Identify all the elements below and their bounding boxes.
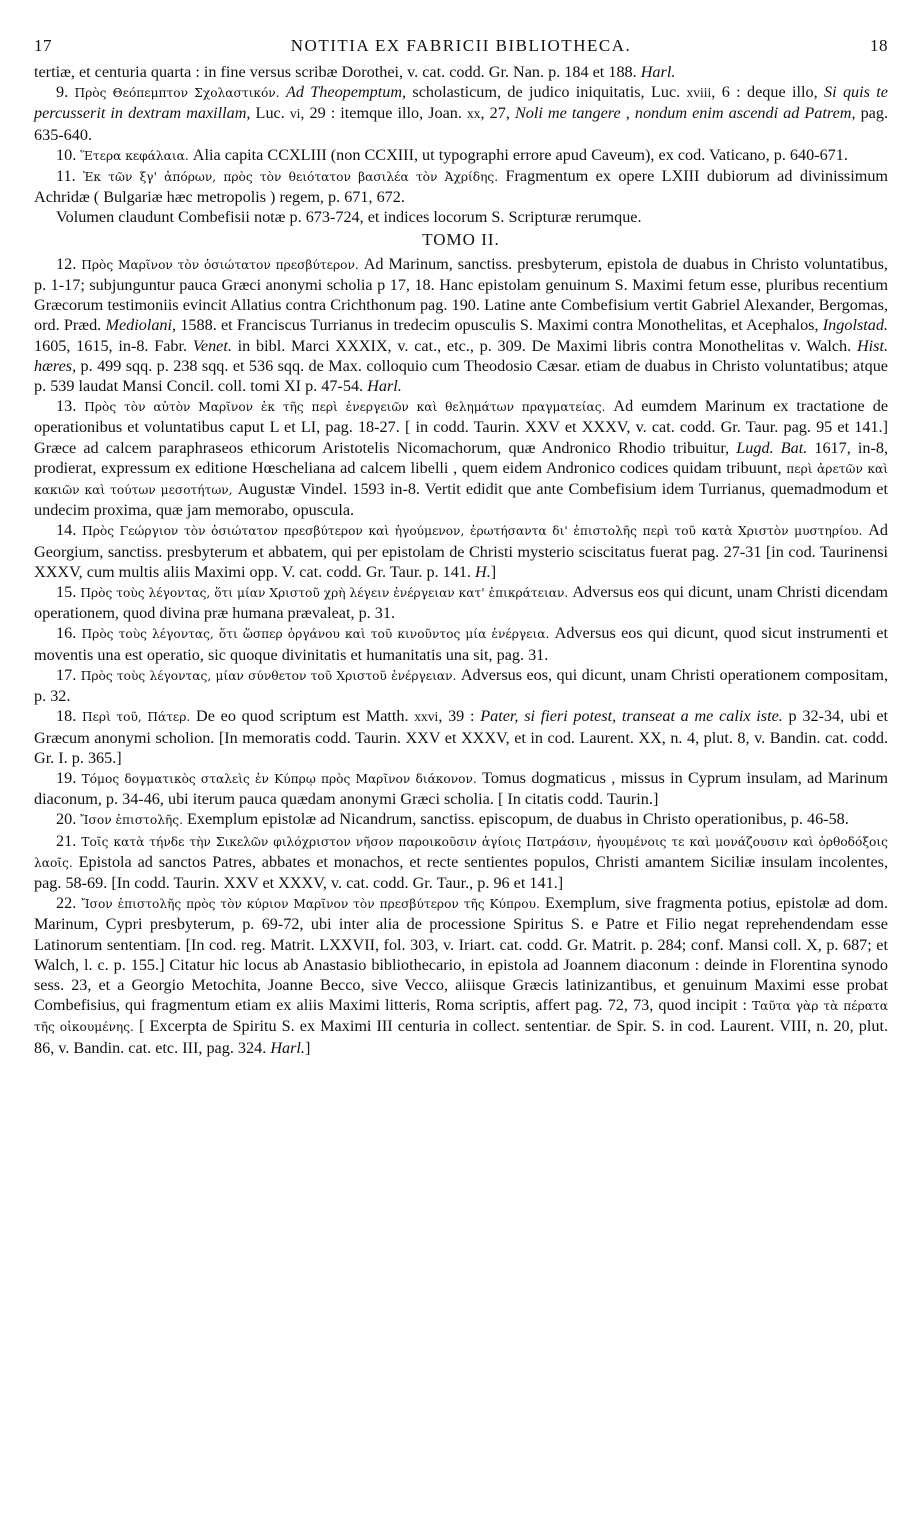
paragraph-item-21 [34,831,888,894]
text-run: Exemplum epistolæ ad Nicandrum, sanctiss. episcopum, de duabus in Christo operationibus, p. 46-58. [182,810,849,829]
text-run: , 29 : itemque illo, Joan. [300,104,468,123]
greek-title: Ἐκ τῶν ξγ' ἀπόρων, πρὸς τὸν θειότατον βασιλέα τὸν Ἀχρίδης. [83,170,499,185]
greek-title: Ἴσον ἐπιστολῆς πρὸς τὸν κύριον Μαρῖνον τὸν πρεσβύτερον τῆς Κύπρου. [81,897,540,912]
running-title: NOTITIA EX FABRICII BIBLIOTHECA. [290,36,632,55]
paragraph-item-20 [34,809,888,830]
text-run: vi [289,106,301,122]
italic-text: Mediolani, [105,316,177,335]
text-run: Ad Marinum, sanctiss. presbyterum, epistola de duabus in Christo voluntatibus, p. 1-17; subjunguntur pauca Græci anonymi scholia p 17, 18. Hanc epistolam genuinum S. Maximi fetum esse, pluribus recentium Græcorum testimoniis evincit Allatius contra Crichthonum pag. 190. Latine ante Combefisium vertit Gabriel Alexander, Bergomas, ord. Præd. [34,254,888,335]
text-run: 1617, in-8, prodierat, expressum ex editione Hœscheliana ad calcem libelli , quem eidem Andronico codices quidam tribuunt, [34,438,889,477]
text-run: Epistola ad sanctos Patres, abbates et monachos, et recte sentientes populos, Christi amantem Siciliæ insulam incolentes, pag. 58-69. [In codd. Taurin. XXV et XXXV, v. cat. codd. Gr. Taur., p. 96 et 141.] [34,852,888,892]
text-run: pag. 635-640. [34,104,889,144]
text-run: Volumen claudunt Combefisii notæ p. 673-724, et indices locorum S. Scripturæ rerumque. [56,208,642,227]
paragraph-item-9 [34,82,888,145]
paragraph-item-22 [34,893,888,1058]
text-run: De eo quod scriptum est Matth. [190,707,415,726]
paragraph-item-19 [34,768,888,809]
text-run: , 39 : [438,707,481,726]
italic-text: Pater, si fieri potest, transeat a me calix iste. [480,707,783,726]
italic-text: Si quis te percusserit in dextram maxillam, [34,83,888,123]
paragraph-item-14 [34,520,888,582]
text-run: , 27, [480,104,515,123]
text-run: 17. [56,665,81,684]
greek-title: περὶ ἀρετῶν καὶ κακιῶν καὶ τούτων μεσοτήτων, [34,461,888,498]
text-run: 14. [56,521,83,540]
text-run: Tomus dogmaticus , missus in Cyprum insulam, ad Marinum diaconum, p. 34-46, ubi iterum pauca quædam anonymi Græci scholia. [ In citatis codd. Taurin.] [34,768,888,809]
text-run: 12. [56,254,82,273]
text-run: xxvi [414,709,439,725]
text-run: 18. [56,707,82,726]
greek-title: Τοῖς κατὰ τήνδε τὴν Σικελῶν φιλόχριστον νῆσον παροικοῦσιν ἁγίοις Πατράσιν, ἡγουμένοις τε καὶ μονάζουσιν καὶ ὀρθοδόξοις λαοῖς. [34,834,888,870]
text-run: 21. [56,831,82,850]
text-run: tertiæ, et centuria quarta : in fine versus scribæ Dorothei, v. cat. codd. Gr. Nan. p. 184 et 188. [34,63,641,81]
greek-title: Πρὸς Γεώργιον τὸν ὁσιώτατον πρεσβύτερον καὶ ἡγούμενον, ἐρωτήσαντα δι' ἐπιστολῆς περὶ τοῦ κατὰ Χριστὸν μυστηρίου. [82,524,863,539]
text-run: 1588. et Franciscus Turrianus in tredecim opusculis S. Maximi contra Monothelitas, et Acephalos, [176,316,823,335]
text-run: Fragmentum ex opere LXIII dubiorum ad divinissimum Achridæ ( Bulgariæ hæc metropolis ) regem, p. 671, 672. [34,167,888,207]
running-header [34,36,888,62]
greek-title: Πρὸς τοὺς λέγοντας, μίαν σύνθετον τοῦ Χριστοῦ ἐνέργειαν. [80,668,457,683]
greek-title: Ταῦτα γὰρ τὰ πέρατα τῆς οἰκουμένης. [34,999,888,1035]
greek-title: Πρὸς τοὺς λέγοντας, ὅτι ὥσπερ ὀργάνου καὶ τοῦ κινοῦντος μία ἐνέργεια. [81,627,550,642]
text-run: , 6 : deque illo, [711,83,825,102]
text-run: 9. [56,83,75,102]
text-run: 19. [56,768,82,787]
text-run: Adversus eos qui dicunt, unam Christi dicendam operationem, quod divina præ humana prævaleat, p. 31. [34,583,888,623]
italic-text: H. [475,562,491,581]
paragraph-item-13 [34,396,888,520]
paragraph-item-16 [34,623,888,664]
text-run: Adversus eos qui dicunt, quod sicut instrumenti et moventis una est operatio, sic quoque divinitatis et humanitatis una sit, pag. 31. [34,624,888,664]
text-run: 13. [56,397,85,416]
greek-title: Πρὸς τὸν αὐτὸν Μαρῖνον ἐκ τῆς περὶ ἐνεργειῶν καὶ θελημάτων πραγματείας. [84,400,606,415]
text-run: ] [490,562,497,581]
italic-text: Harl. [270,1038,305,1057]
text-run: Augustæ Vindel. 1593 in-8. Vertit edidit que ante Combefisium idem Turrianus, quemadmodum et undecim proxima, quæ jam memorabo, opuscula. [34,480,888,520]
text-run: 15. [56,583,81,602]
text-run: p 32-34, ubi et Græcum anonymi scholion. [In memoratis codd. Taurin. XXV et XXXV, et in cod. Laurent. XX, n. 4, plut. 8, v. Bandin. cat. codd. Gr. I. p. 365.] [34,707,889,767]
text-run: 11. [56,167,84,186]
text-run: p. 499 sqq. p. 238 sqq. et 536 sqq. de Max. colloquio cum Theodosio Cæsar. etiam de duabus in Christo voluntatibus; atque p. 539 laudat Mansi Concil. coll. tomi XI p. 47-54. [34,356,888,396]
italic-text: Lugd. Bat. [736,438,808,457]
text-run: 22. [56,894,82,913]
greek-title: Πρὸς Θεόπεμπτον Σχολαστικόν. [74,86,280,101]
greek-title: Ἴσον ἐπιστολῆς. [80,813,183,828]
greek-title: Ἕτερα κεφάλαια. [80,148,189,163]
text-run: Adversus eos, qui dicunt, unam Christi operationem compositam, p. 32. [34,665,889,706]
text-run: xviii [686,85,712,101]
text-run: Ad eumdem Marinum ex tractatione de operationibus et voluntatibus caput L et LI, pag. 18-27. [ in codd. Taurin. XXV et XXXV, v. cat. codd. Gr. Taur. pag. 95 et 141.] Græce ad calcem paraphraseos ethicorum Aristotelis Nicomachorum, quæ Andronico Rhodio tribuitur, [34,397,889,457]
section-title: TOMO II. [422,229,500,249]
paragraph-item-12 [34,254,888,396]
paragraph-item-17 [34,665,888,706]
italic-text: Noli me tangere , nondum enim ascendi ad Patrem, [514,104,856,123]
paragraph-item-10 [34,145,888,166]
paragraph-item-11 [34,166,888,207]
text-run: 20. [56,810,81,829]
italic-text: Hist. hæres, [34,336,888,375]
text-run: [ Excerpta de Spiritu S. ex Maximi III centuria in collect. sententiar. de Spir. S. in cod. Laurent. VIII, n. 20, plut. 86, v. Bandin. cat. etc. III, pag. 324. [34,1017,889,1057]
text-run: 16. [56,624,82,643]
text-run: 1605, 1615, in-8. Fabr. [34,336,193,355]
paragraph-volume-note [34,207,888,227]
text-run: Ad Georgium, sanctiss. presbyterum et abbatem, qui per epistolam de Christi mysterio sciscitatus fuerat pag. 27-31 [in cod. Taurinensi XXXV, cum multis aliis Maximi opp. V. cat. codd. Gr. Taur. p. 141. [34,521,889,581]
italic-text: Ingolstad. [822,316,888,335]
text-run: 10. [56,145,81,164]
text-run: ] [304,1038,311,1057]
text-run: Exemplum, sive fragmenta potius, epistolæ ad dom. Marinum, Cypri presbyterum, p. 69-72, ubi inter alia de processione Spiritus S. e Patre et Filio negat reprehendendam esse Latinorum sententiam. [In cod. reg. Matrit. LXXVII, fol. 303, v. Iriart. cat. codd. Gr. Matrit. p. 284; conf. Mansi coll. X, p. 687; et Walch, l. c. p. 155.] Citatur hic locus ab Anastasio bibliothecario, in epistola ad Joannem diaconum : deinde in Florentina synodo sess. 23, et a Georgio Metochita, Joanne Becco, sive Vecco, aliisque Græcis latinizantibus, et genuinum Maximi esse probat Combefisius, qui fragmentum etiam ex aliis Maximi litteris, Roma scriptis, affert pag. 72, 73, quod incipit : [34,894,889,1015]
italic-text: Venet. [192,336,232,355]
greek-title: Πρὸς τοὺς λέγοντας, ὅτι μίαν Χριστοῦ χρὴ λέγειν ἐνέργειαν κατ' ἐπικράτειαν. [80,586,569,601]
paragraph-item-15 [34,582,888,623]
text-run: in bibl. Marci XXXIX, v. cat., etc., p. 309. De Maximi libris contra Monothelitas v. Walch. [231,336,857,355]
paragraph-item-18 [34,706,888,768]
greek-title: Τόμος δογματικὸς σταλεὶς ἐν Κύπρῳ πρὸς Μαρῖνον διάκονον. [81,771,477,786]
greek-title: Περὶ τοῦ, Πάτερ. [81,710,191,725]
page-number-left: 17 [34,36,52,55]
text-run: Alia capita CCXLIII (non CCXIII, ut typographi errore apud Caveum), ex cod. Vaticano, p. 640-671. [188,145,848,164]
text-run: scholasticum, de judico iniquitatis, Luc. [406,83,687,102]
text-run: xx [467,106,481,122]
italic-text: Harl. [367,377,402,396]
italic-text: Ad Theopemptum, [285,83,407,102]
text-run: Luc. [250,104,290,123]
page-number-right: 18 [870,36,888,55]
paragraph-continuation [34,62,888,82]
body-text [34,62,888,1058]
italic-text: Harl. [640,63,676,81]
greek-title: Πρὸς Μαρῖνον τὸν ὁσιώτατον πρεσβύτερον. [81,257,359,272]
